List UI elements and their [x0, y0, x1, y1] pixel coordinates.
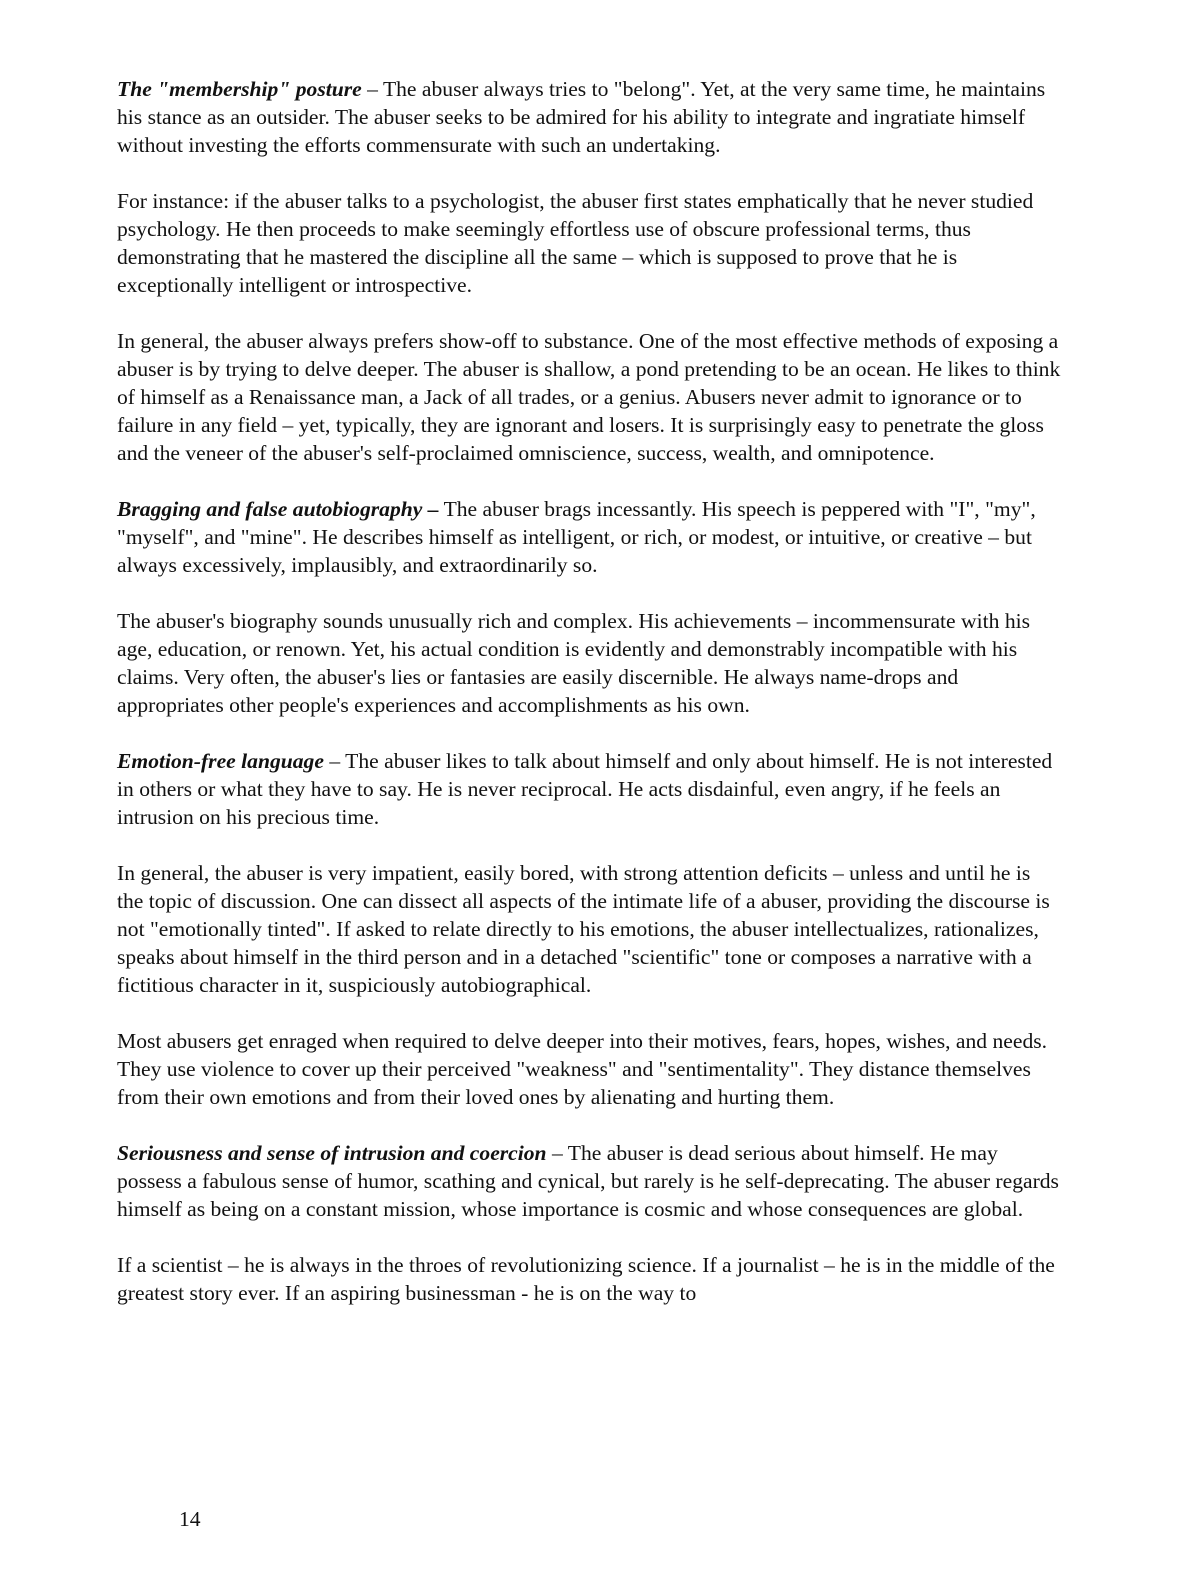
- paragraph-emotion-free-language: [117, 747, 1062, 831]
- paragraph-text: In general, the abuser is very impatient, easily bored, with strong attention deficits – unless and until he is the topic of discussion. One can dissect all aspects of the intimate life of a abuser, providing the discourse is not "emotionally tinted". If asked to relate directly to his emotions, the abuser intellectualizes, rationalizes, speaks about himself in the third person and in a detached "scientific" tone or composes a narrative with a fictitious character in it, suspiciously autobiographical.: [117, 861, 1050, 997]
- document-body: [117, 75, 1062, 1335]
- paragraph-text: – The abuser likes to talk about himself and only about himself. He is not interested in others or what they have to say. He is never reciprocal. He acts disdainful, even angry, if he feels an intrusion on his precious time.: [117, 749, 1053, 829]
- paragraph-text: Most abusers get enraged when required to delve deeper into their motives, fears, hopes, wishes, and needs. They use violence to cover up their perceived "weakness" and "sentimentality". They distance themselves from their own emotions and from their loved ones by alienating and hurting them.: [117, 1029, 1048, 1109]
- page-number: 14: [179, 1507, 201, 1531]
- paragraph-bragging: [117, 495, 1062, 579]
- paragraph-seriousness: [117, 1139, 1062, 1223]
- paragraph-heading: Bragging and false autobiography –: [117, 497, 439, 521]
- paragraph-text: – The abuser always tries to "belong". Yet, at the very same time, he maintains his stance as an outsider. The abuser seeks to be admired for his ability to integrate and ingratiate himself without investing the efforts commensurate with such an undertaking.: [117, 77, 1046, 157]
- paragraph-heading: The "membership" posture: [117, 77, 362, 101]
- paragraph: [117, 607, 1062, 719]
- paragraph-membership-posture: [117, 75, 1062, 159]
- paragraph: [117, 187, 1062, 299]
- paragraph: [117, 859, 1062, 999]
- paragraph-text: The abuser brags incessantly. His speech is peppered with "I", "my", "myself", and "mine". He describes himself as intelligent, or rich, or modest, or intuitive, or creative – but always excessively, implausibly, and extraordinarily so.: [117, 497, 1036, 577]
- paragraph: [117, 327, 1062, 467]
- paragraph: [117, 1251, 1062, 1307]
- paragraph-text: In general, the abuser always prefers show-off to substance. One of the most effective methods of exposing a abuser is by trying to delve deeper. The abuser is shallow, a pond pretending to be an ocean. He likes to think of himself as a Renaissance man, a Jack of all trades, or a genius. Abusers never admit to ignorance or to failure in any field – yet, typically, they are ignorant and losers. It is surprisingly easy to penetrate the gloss and the veneer of the abuser's self-proclaimed omniscience, success, wealth, and omnipotence.: [117, 329, 1061, 465]
- paragraph-heading: Emotion-free language: [117, 749, 324, 773]
- paragraph-text: The abuser's biography sounds unusually rich and complex. His achievements – incommensurate with his age, education, or renown. Yet, his actual condition is evidently and demonstrably incompatible with his claims. Very often, the abuser's lies or fantasies are easily discernible. He always name-drops and appropriates other people's experiences and accomplishments as his own.: [117, 609, 1031, 717]
- paragraph: [117, 1027, 1062, 1111]
- paragraph-text: If a scientist – he is always in the throes of revolutionizing science. If a journalist – he is in the middle of the greatest story ever. If an aspiring businessman - he is on the way to: [117, 1253, 1055, 1305]
- paragraph-text: – The abuser is dead serious about himself. He may possess a fabulous sense of humor, scathing and cynical, but rarely is he self-deprecating. The abuser regards himself as being on a constant mission, whose importance is cosmic and whose consequences are global.: [117, 1141, 1059, 1221]
- paragraph-text: For instance: if the abuser talks to a psychologist, the abuser first states emphatically that he never studied psychology. He then proceeds to make seemingly effortless use of obscure professional terms, thus demonstrating that he mastered the discipline all the same – which is supposed to prove that he is exceptionally intelligent or introspective.: [117, 189, 1034, 297]
- paragraph-heading: Seriousness and sense of intrusion and coercion: [117, 1141, 547, 1165]
